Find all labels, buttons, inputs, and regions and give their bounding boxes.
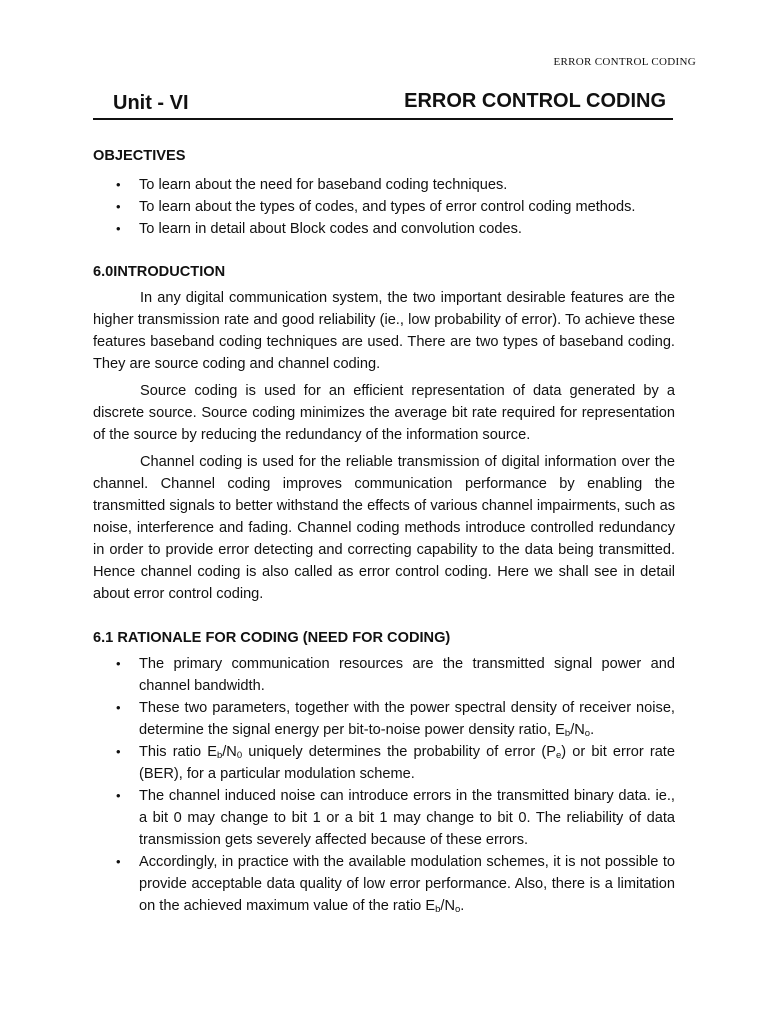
bullet-icon: • [116, 221, 121, 236]
symbol-n: /N [440, 898, 455, 914]
bullet-icon: • [116, 744, 121, 759]
paragraph: In any digital communication system, the two important desirable features are the higher transmission rate and good reliability (ie., low probability of error). To achieve these features baseband coding techniques are used. There are two types of baseband coding. They are source coding and channel coding. [93, 290, 675, 372]
list-item-text: Accordingly, in practice with the available modulation schemes, it is not possible to provide acceptable data quality of low error performance. Also, there is a limitation on the achieved maximum value of the ratio [139, 854, 675, 914]
symbol-e: E [555, 722, 565, 738]
subscript-b: b [216, 750, 223, 761]
list-item [93, 697, 675, 741]
bullet-icon: • [116, 177, 121, 192]
paragraph: Source coding is used for an efficient representation of data generated by a discrete source. Source coding minimizes the average bit rate required for representation of the source by reducing the redundancy of the information source. [93, 383, 675, 443]
list-item-text: ) or bit error rate (BER), for a particular modulation scheme. [139, 744, 675, 782]
bullet-icon: • [116, 199, 121, 214]
subscript-b: b [564, 728, 571, 739]
bullet-icon: • [116, 700, 121, 715]
list-item [93, 196, 675, 218]
list-item-text: The channel induced noise can introduce errors in the transmitted binary data. ie., a bit 0 may change to bit 1 or a bit 1 may change to bit 0. The reliability of data transmission gets severely affected because of these errors. [139, 788, 675, 848]
bullet-icon: • [116, 656, 121, 671]
list-item-text: The primary communication resources are the transmitted signal power and channel bandwidth. [139, 656, 675, 694]
paragraph: Channel coding is used for the reliable transmission of digital information over the channel. Channel coding improves communication performance by enabling the transmitted signals to better withstand the effects of various channel impairments, such as noise, interference and fading. Channel coding methods introduce controlled redundancy in order to provide error detecting and correcting capability to the data being transmitted. Hence channel coding is also called as error control coding. Here we shall see in detail about error control coding. [93, 454, 675, 602]
subscript-b: b [435, 904, 441, 915]
unit-label: Unit - VI [113, 92, 189, 114]
objectives-list [93, 174, 675, 240]
list-item [93, 741, 675, 785]
subscript-o: o [454, 904, 461, 915]
introduction-heading: 6.0INTRODUCTION [93, 264, 226, 280]
list-item-text: To learn about the need for baseband coding techniques. [139, 177, 508, 193]
unit-title-bar [93, 88, 673, 120]
subscript-o: o [584, 728, 591, 739]
list-item [93, 851, 675, 917]
symbol-e: E [425, 898, 436, 914]
running-header: ERROR CONTROL CODING [553, 56, 696, 68]
bullet-icon: • [116, 788, 121, 803]
period: . [460, 898, 465, 914]
page-content [93, 145, 675, 917]
list-item-text: To learn about the types of codes, and types of error control coding methods. [139, 199, 636, 215]
list-item [93, 785, 675, 851]
list-item [93, 174, 675, 196]
list-item-text: To learn in detail about Block codes and convolution codes. [139, 221, 522, 237]
list-item [93, 218, 675, 240]
subscript-0: 0 [236, 750, 243, 761]
unit-title: ERROR CONTROL CODING [404, 90, 666, 112]
objectives-heading: OBJECTIVES [93, 148, 186, 164]
symbol-e: E [207, 744, 217, 760]
subscript-e: e [555, 750, 562, 761]
list-item-text: These two parameters, together with the power spectral density of receiver noise, determine the signal energy per bit-to-noise power density ratio, [139, 700, 675, 738]
bullet-icon: • [116, 854, 121, 869]
list-item [93, 653, 675, 697]
symbol-n: /N [222, 744, 237, 760]
symbol-p: P [546, 744, 556, 760]
symbol-n: /N [570, 722, 585, 738]
rationale-heading: 6.1 RATIONALE FOR CODING (NEED FOR CODING) [93, 630, 451, 646]
list-item-text: uniquely determines the probability of error ( [242, 744, 547, 760]
period: . [590, 722, 595, 738]
rationale-list [93, 653, 675, 917]
list-item-text: This ratio [139, 744, 208, 760]
